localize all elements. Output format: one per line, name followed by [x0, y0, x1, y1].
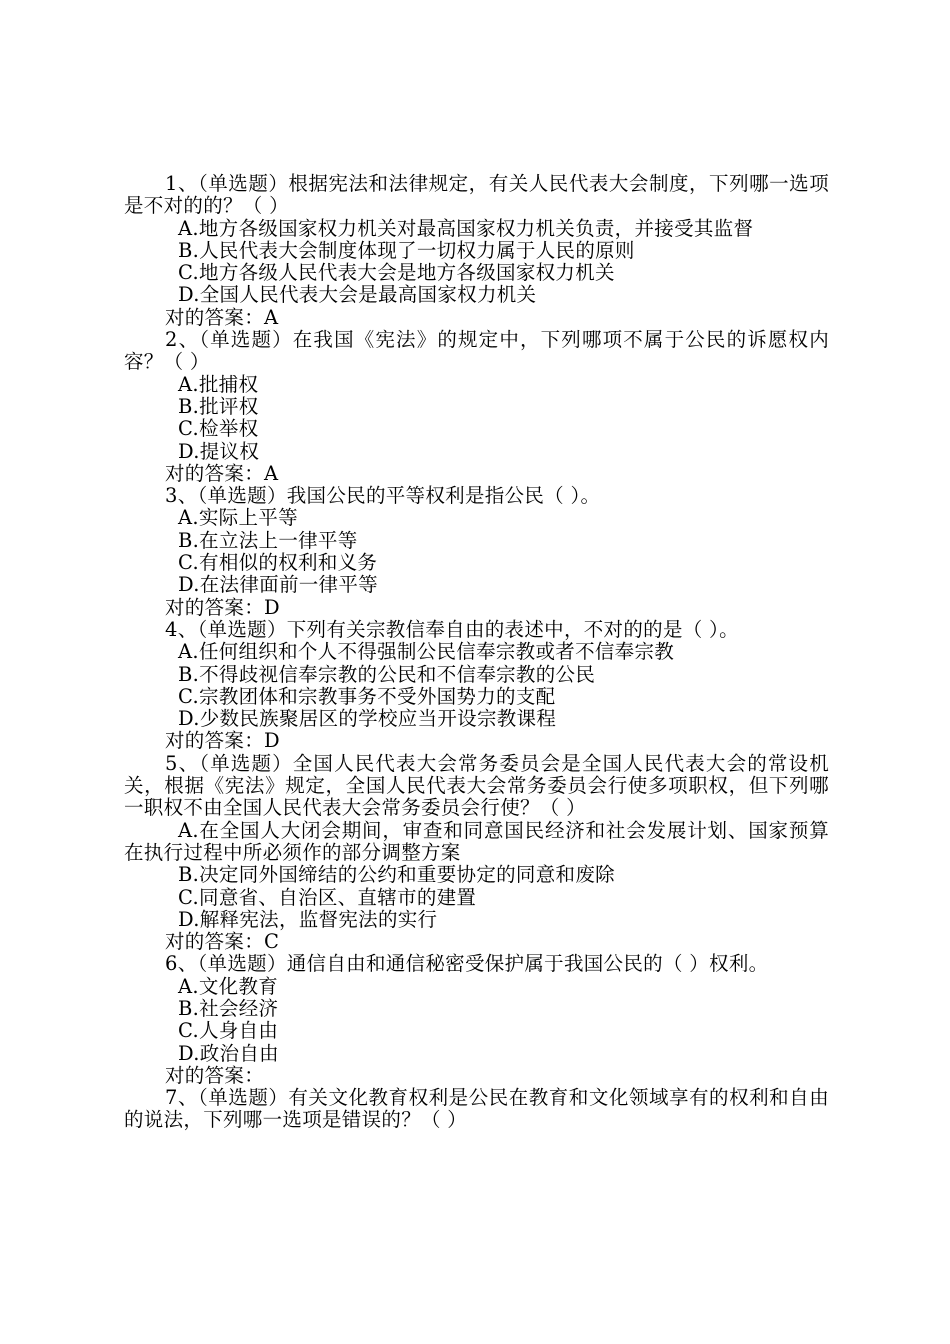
option-c: C.检举权: [178, 417, 259, 441]
answer-line: 对的答案：: [165, 1063, 265, 1087]
option-a: A.文化教育: [178, 974, 279, 998]
option-a: A.批捕权: [178, 372, 259, 396]
question-stem: 2、（单选题）在我国《宪法》的规定中，下列哪项不属于公民的诉愿权内容？（ ）: [124, 328, 829, 374]
option-c: C.地方各级人民代表大会是地方各级国家权力机关: [178, 261, 615, 285]
option-b: B.批评权: [178, 394, 259, 418]
option-a: A.地方各级国家权力机关对最高国家权力机关负责，并接受其监督: [178, 216, 754, 240]
answer-line: 对的答案：A: [165, 461, 279, 485]
answer-line: 对的答案：D: [165, 729, 280, 753]
option-c: C.有相似的权利和义务: [178, 551, 378, 575]
option-b: B.在立法上一律平等: [178, 528, 358, 552]
question-stem: 6、（单选题）通信自由和通信秘密受保护属于我国公民的（ ）权利。: [165, 952, 769, 976]
question-5: [124, 753, 829, 954]
question-stem: 3、（单选题）我国公民的平等权利是指公民（ ）。: [165, 484, 601, 508]
option-d: D.提议权: [178, 439, 260, 463]
question-stem: 7、（单选题）有关文化教育权利是公民在教育和文化领域享有的权利和自由的说法，下列哪一选项是错误的？（ ）: [124, 1086, 829, 1132]
option-a: A.在全国人大闭会期间，审查和同意国民经济和社会发展计划、国家预算在执行过程中所必须作的部分调整方案: [124, 818, 829, 864]
question-7: [124, 1087, 829, 1132]
option-c: C.人身自由: [178, 1019, 279, 1043]
question-2: [124, 329, 829, 485]
option-b: B.不得歧视信奉宗教的公民和不信奉宗教的公民: [178, 662, 596, 686]
document-page: [124, 173, 829, 1132]
question-1: [124, 173, 829, 329]
answer-line: 对的答案：D: [165, 595, 280, 619]
answer-line: 对的答案：A: [165, 305, 279, 329]
option-d: D.政治自由: [178, 1041, 279, 1065]
answer-line: 对的答案：C: [165, 930, 280, 954]
option-d: D.少数民族聚居区的学校应当开设宗教课程: [178, 707, 557, 731]
question-stem: 4、（单选题）下列有关宗教信奉自由的表述中，不对的的是（ ）。: [165, 617, 739, 641]
question-6: [124, 953, 829, 1087]
option-b: B.决定同外国缔结的公约和重要协定的同意和废除: [178, 863, 615, 887]
question-stem: 5、（单选题）全国人民代表大会常务委员会是全国人民代表大会的常设机关，根据《宪法》规定，全国人民代表大会常务委员会行使多项职权，但下列哪一职权不由全国人民代表大会常务委员会行使？（ ）: [124, 751, 829, 820]
option-b: B.人民代表大会制度体现了一切权力属于人民的原则: [178, 238, 635, 262]
option-d: D.解释宪法，监督宪法的实行: [178, 907, 438, 931]
option-d: D.全国人民代表大会是最高国家权力机关: [178, 283, 537, 307]
option-b: B.社会经济: [178, 996, 279, 1020]
option-d: D.在法律面前一律平等: [178, 573, 378, 597]
option-c: C.同意省、自治区、直辖市的建置: [178, 885, 477, 909]
question-4: [124, 619, 829, 753]
question-3: [124, 485, 829, 619]
option-a: A.实际上平等: [178, 506, 298, 530]
question-stem: 1、（单选题）根据宪法和法律规定，有关人民代表大会制度，下列哪一选项是不对的的？（ ）: [124, 172, 829, 218]
option-c: C.宗教团体和宗教事务不受外国势力的支配: [178, 684, 556, 708]
option-a: A.任何组织和个人不得强制公民信奉宗教或者不信奉宗教: [178, 640, 675, 664]
